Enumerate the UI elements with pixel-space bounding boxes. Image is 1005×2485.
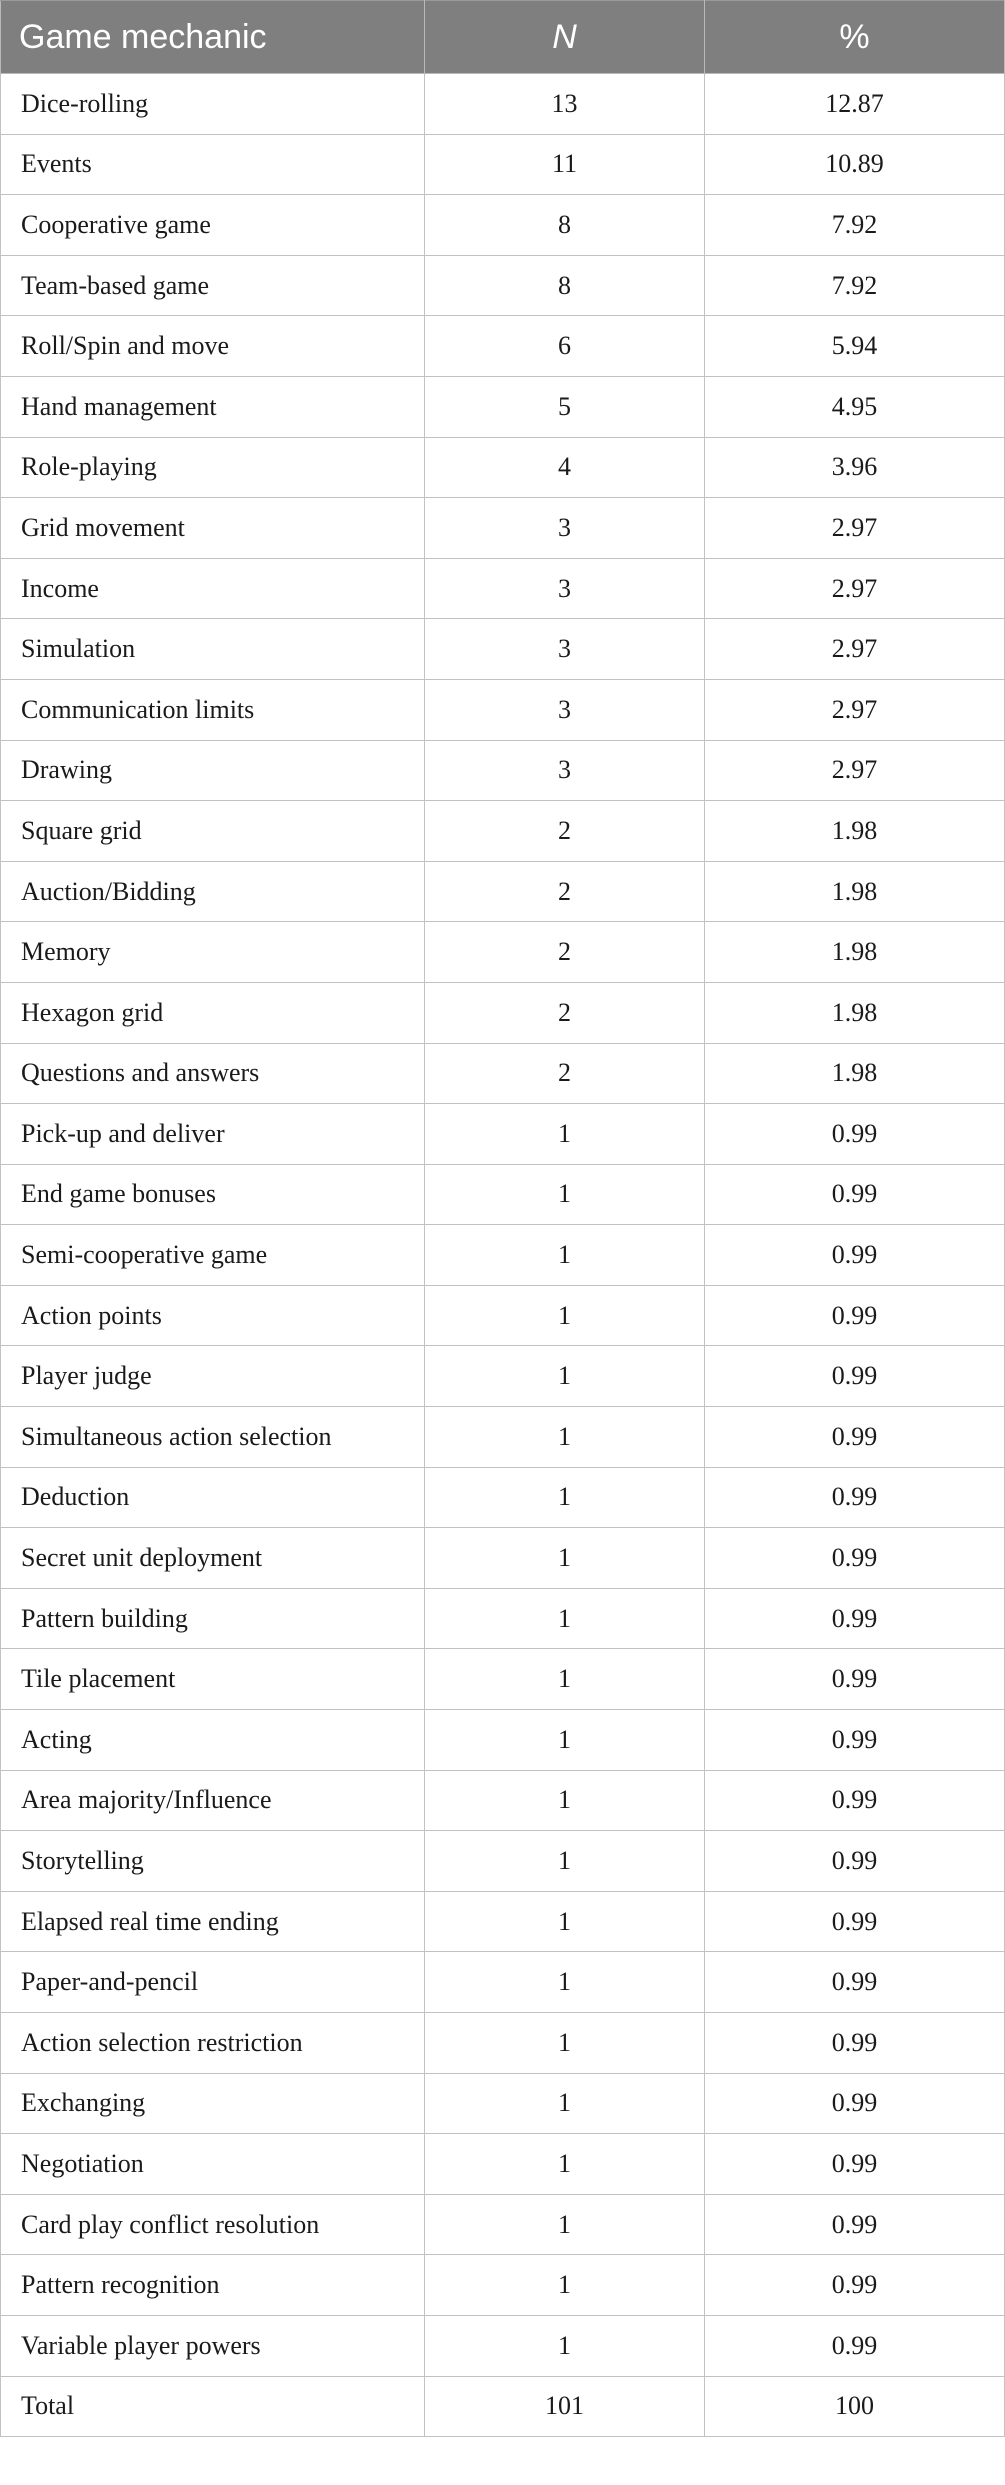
mechanic-cell: Action points	[1, 1285, 425, 1346]
count-cell: 1	[425, 1346, 705, 1407]
count-cell: 2	[425, 861, 705, 922]
mechanic-cell: Player judge	[1, 1346, 425, 1407]
percent-cell: 1.98	[705, 982, 1005, 1043]
count-cell: 1	[425, 2134, 705, 2195]
mechanic-cell: Card play conflict resolution	[1, 2194, 425, 2255]
count-cell: 1	[425, 2073, 705, 2134]
header-game-mechanic: Game mechanic	[1, 1, 425, 74]
percent-cell: 0.99	[705, 1104, 1005, 1165]
percent-cell: 1.98	[705, 861, 1005, 922]
table-row	[1, 1528, 1005, 1589]
count-cell: 1	[425, 2013, 705, 2074]
mechanic-cell: Memory	[1, 922, 425, 983]
percent-cell: 100	[705, 2376, 1005, 2437]
table-row	[1, 74, 1005, 135]
table-row	[1, 1770, 1005, 1831]
count-cell: 1	[425, 1407, 705, 1468]
table-row	[1, 619, 1005, 680]
table-row	[1, 316, 1005, 377]
percent-cell: 7.92	[705, 195, 1005, 256]
mechanic-cell: Roll/Spin and move	[1, 316, 425, 377]
mechanic-cell: Hand management	[1, 376, 425, 437]
table-row	[1, 134, 1005, 195]
count-cell: 4	[425, 437, 705, 498]
count-cell: 1	[425, 1649, 705, 1710]
count-cell: 3	[425, 619, 705, 680]
mechanic-cell: Hexagon grid	[1, 982, 425, 1043]
table-row	[1, 1649, 1005, 1710]
table-row	[1, 2315, 1005, 2376]
percent-cell: 0.99	[705, 2013, 1005, 2074]
mechanic-cell: Tile placement	[1, 1649, 425, 1710]
mechanic-cell: Variable player powers	[1, 2315, 425, 2376]
mechanic-cell: Team-based game	[1, 255, 425, 316]
percent-cell: 0.99	[705, 1467, 1005, 1528]
percent-cell: 3.96	[705, 437, 1005, 498]
table-row	[1, 1952, 1005, 2013]
table-row	[1, 2073, 1005, 2134]
percent-cell: 1.98	[705, 922, 1005, 983]
table-header	[1, 1, 1005, 74]
table-row	[1, 498, 1005, 559]
mechanic-cell: End game bonuses	[1, 1164, 425, 1225]
count-cell: 1	[425, 1285, 705, 1346]
percent-cell: 0.99	[705, 1346, 1005, 1407]
mechanic-cell: Acting	[1, 1710, 425, 1771]
percent-cell: 2.97	[705, 558, 1005, 619]
percent-cell: 1.98	[705, 1043, 1005, 1104]
count-cell: 11	[425, 134, 705, 195]
percent-cell: 0.99	[705, 1770, 1005, 1831]
count-cell: 1	[425, 1467, 705, 1528]
percent-cell: 0.99	[705, 1952, 1005, 2013]
mechanic-cell: Cooperative game	[1, 195, 425, 256]
table-row	[1, 2013, 1005, 2074]
percent-cell: 0.99	[705, 2194, 1005, 2255]
mechanic-cell: Action selection restriction	[1, 2013, 425, 2074]
table-row	[1, 195, 1005, 256]
percent-cell: 2.97	[705, 619, 1005, 680]
table-row	[1, 801, 1005, 862]
header-n: N	[425, 1, 705, 74]
count-cell: 1	[425, 1710, 705, 1771]
mechanic-cell: Questions and answers	[1, 1043, 425, 1104]
mechanic-cell: Negotiation	[1, 2134, 425, 2195]
table-row	[1, 2194, 1005, 2255]
header-row	[1, 1, 1005, 74]
mechanic-cell: Square grid	[1, 801, 425, 862]
percent-cell: 4.95	[705, 376, 1005, 437]
percent-cell: 0.99	[705, 2073, 1005, 2134]
count-cell: 5	[425, 376, 705, 437]
table-row	[1, 861, 1005, 922]
count-cell: 1	[425, 1891, 705, 1952]
table-row	[1, 437, 1005, 498]
count-cell: 1	[425, 2255, 705, 2316]
percent-cell: 0.99	[705, 2134, 1005, 2195]
table-row	[1, 1043, 1005, 1104]
percent-cell: 5.94	[705, 316, 1005, 377]
count-cell: 1	[425, 2194, 705, 2255]
mechanic-cell: Area majority/Influence	[1, 1770, 425, 1831]
percent-cell: 0.99	[705, 1831, 1005, 1892]
mechanic-cell: Paper-and-pencil	[1, 1952, 425, 2013]
percent-cell: 0.99	[705, 1285, 1005, 1346]
percent-cell: 10.89	[705, 134, 1005, 195]
percent-cell: 7.92	[705, 255, 1005, 316]
mechanic-cell: Drawing	[1, 740, 425, 801]
table-row	[1, 1225, 1005, 1286]
table-row	[1, 1891, 1005, 1952]
count-cell: 1	[425, 2315, 705, 2376]
count-cell: 1	[425, 1770, 705, 1831]
count-cell: 3	[425, 558, 705, 619]
count-cell: 2	[425, 801, 705, 862]
percent-cell: 1.98	[705, 801, 1005, 862]
header-percent: %	[705, 1, 1005, 74]
percent-cell: 0.99	[705, 1225, 1005, 1286]
percent-cell: 12.87	[705, 74, 1005, 135]
count-cell: 1	[425, 1164, 705, 1225]
table-row	[1, 982, 1005, 1043]
table-body	[1, 74, 1005, 2437]
percent-cell: 0.99	[705, 2255, 1005, 2316]
percent-cell: 0.99	[705, 1528, 1005, 1589]
count-cell: 2	[425, 922, 705, 983]
count-cell: 13	[425, 74, 705, 135]
table-row	[1, 558, 1005, 619]
mechanic-cell: Deduction	[1, 1467, 425, 1528]
percent-cell: 0.99	[705, 1588, 1005, 1649]
table-row	[1, 1407, 1005, 1468]
table-row	[1, 1710, 1005, 1771]
mechanic-cell: Auction/Bidding	[1, 861, 425, 922]
count-cell: 1	[425, 1104, 705, 1165]
table-row	[1, 376, 1005, 437]
count-cell: 1	[425, 1225, 705, 1286]
count-cell: 3	[425, 740, 705, 801]
count-cell: 1	[425, 1588, 705, 1649]
table-row	[1, 1104, 1005, 1165]
percent-cell: 0.99	[705, 1891, 1005, 1952]
mechanic-cell: Total	[1, 2376, 425, 2437]
mechanic-cell: Secret unit deployment	[1, 1528, 425, 1589]
mechanic-cell: Dice-rolling	[1, 74, 425, 135]
table-row	[1, 255, 1005, 316]
table-row	[1, 2255, 1005, 2316]
mechanic-cell: Events	[1, 134, 425, 195]
mechanic-cell: Grid movement	[1, 498, 425, 559]
table-row	[1, 1588, 1005, 1649]
count-cell: 1	[425, 1831, 705, 1892]
table-row	[1, 1831, 1005, 1892]
percent-cell: 0.99	[705, 1710, 1005, 1771]
percent-cell: 0.99	[705, 1407, 1005, 1468]
table-row	[1, 679, 1005, 740]
count-cell: 8	[425, 255, 705, 316]
table-row	[1, 1164, 1005, 1225]
mechanic-cell: Income	[1, 558, 425, 619]
mechanic-cell: Elapsed real time ending	[1, 1891, 425, 1952]
percent-cell: 2.97	[705, 498, 1005, 559]
count-cell: 101	[425, 2376, 705, 2437]
count-cell: 1	[425, 1952, 705, 2013]
total-row	[1, 2376, 1005, 2437]
mechanic-cell: Role-playing	[1, 437, 425, 498]
percent-cell: 2.97	[705, 740, 1005, 801]
percent-cell: 0.99	[705, 1649, 1005, 1710]
mechanic-cell: Communication limits	[1, 679, 425, 740]
mechanic-cell: Pattern recognition	[1, 2255, 425, 2316]
count-cell: 3	[425, 679, 705, 740]
mechanic-cell: Pattern building	[1, 1588, 425, 1649]
percent-cell: 0.99	[705, 1164, 1005, 1225]
count-cell: 2	[425, 982, 705, 1043]
mechanic-cell: Semi-cooperative game	[1, 1225, 425, 1286]
percent-cell: 0.99	[705, 2315, 1005, 2376]
count-cell: 1	[425, 1528, 705, 1589]
table-row	[1, 1285, 1005, 1346]
mechanic-cell: Simulation	[1, 619, 425, 680]
count-cell: 8	[425, 195, 705, 256]
count-cell: 6	[425, 316, 705, 377]
table-row	[1, 1346, 1005, 1407]
count-cell: 3	[425, 498, 705, 559]
table-row	[1, 2134, 1005, 2195]
mechanic-cell: Simultaneous action selection	[1, 1407, 425, 1468]
mechanic-cell: Exchanging	[1, 2073, 425, 2134]
percent-cell: 2.97	[705, 679, 1005, 740]
count-cell: 2	[425, 1043, 705, 1104]
table-row	[1, 740, 1005, 801]
mechanic-cell: Pick-up and deliver	[1, 1104, 425, 1165]
mechanic-cell: Storytelling	[1, 1831, 425, 1892]
table-row	[1, 922, 1005, 983]
table-row	[1, 1467, 1005, 1528]
